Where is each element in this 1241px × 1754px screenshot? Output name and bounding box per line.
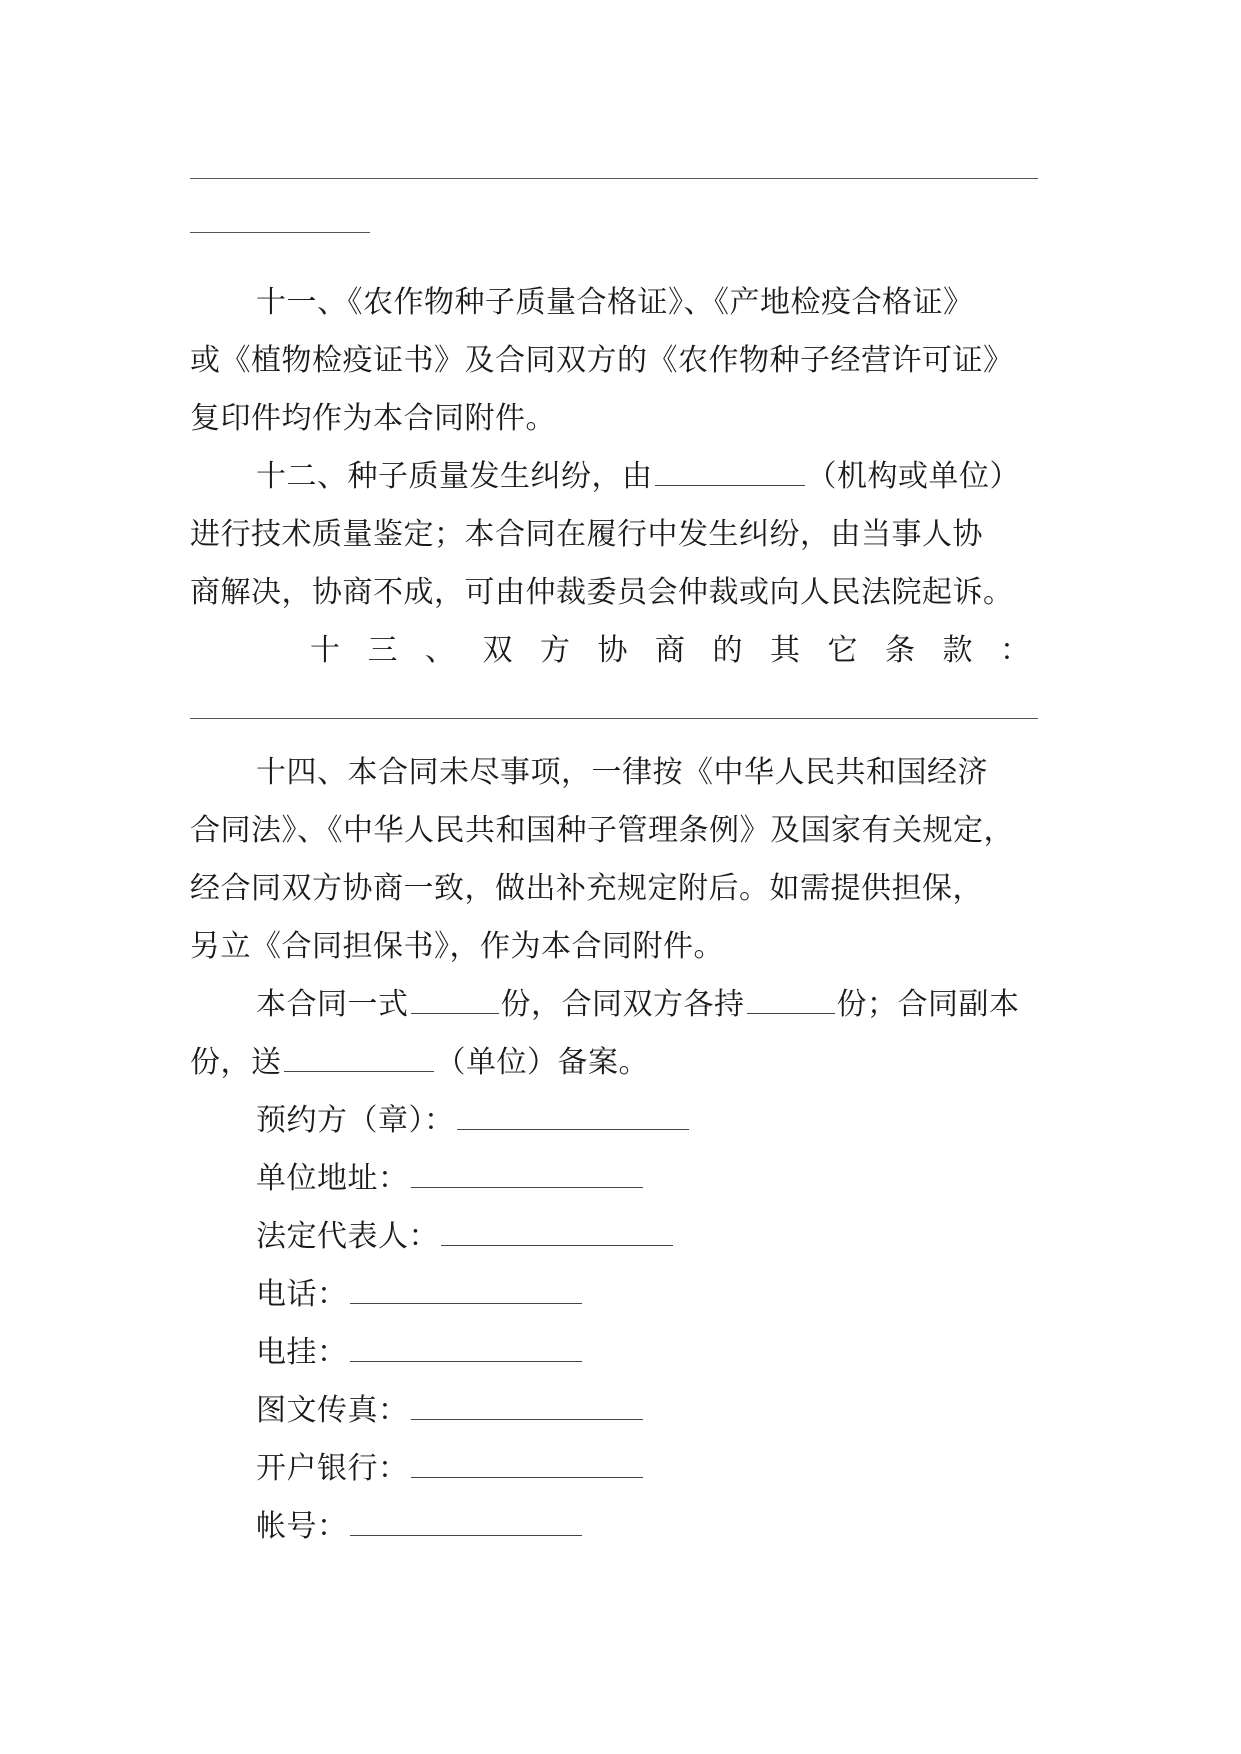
phone-label: 电话：: [256, 1277, 348, 1312]
account-field[interactable]: [350, 1505, 582, 1536]
copies-text-a: 本合同一式: [256, 987, 409, 1022]
clause-14-line-1: 十四、本合同未尽事项，一律按《中华人民共和国经济: [256, 755, 988, 790]
clause-13-fill-line[interactable]: [190, 718, 1038, 719]
clause-13-char: 商: [655, 633, 685, 668]
fax-label: 图文传真：: [256, 1393, 409, 1428]
clause-13-char: 它: [827, 633, 858, 668]
clause-13-char: 协: [597, 633, 628, 668]
copies-line-2: [190, 1034, 649, 1092]
clause-13-char: 十: [310, 633, 340, 668]
telegraph-field[interactable]: [350, 1331, 582, 1362]
copies-text-b: 份，合同双方各持: [500, 987, 745, 1022]
copies-text-d: 份，送: [190, 1045, 282, 1080]
address-label: 单位地址：: [256, 1161, 409, 1196]
clause-12-line-3: 商解决，协商不成，可由仲裁委员会仲裁或向人民法院起诉。: [190, 575, 1014, 610]
legal-rep-label: 法定代表人：: [256, 1219, 439, 1254]
clause-13-char: 、: [425, 633, 455, 668]
clause-13-char: 的: [712, 633, 743, 668]
phone-row: [256, 1266, 584, 1324]
clause-13-heading: [310, 622, 1030, 680]
clause-13-char: 条: [885, 633, 915, 668]
bank-label: 开户银行：: [256, 1451, 409, 1486]
party-seal-label: 预约方（章）：: [256, 1103, 455, 1138]
clause-12-line-1: [256, 448, 1020, 506]
clause-11-line-1: 十一、《农作物种子质量合格证》、《产地检疫合格证》: [256, 285, 974, 320]
total-copies-blank[interactable]: [411, 983, 499, 1014]
clause-13-char: 方: [540, 633, 570, 668]
fax-row: [256, 1382, 645, 1440]
clause-12-text-a: 十二、种子质量发生纠纷，由: [256, 459, 653, 494]
clause-13-char: 三: [367, 633, 398, 668]
copies-each-blank[interactable]: [747, 983, 835, 1014]
clause-11-line-2: 或《植物检疫证书》及合同双方的《农作物种子经营许可证》: [190, 343, 1014, 378]
clause-13-char: 款: [942, 633, 973, 668]
legal-rep-field[interactable]: [441, 1215, 673, 1246]
fill-line-top-short: [190, 232, 370, 233]
bank-row: [256, 1440, 645, 1498]
copies-text-c: 份；合同副本: [836, 987, 1020, 1022]
phone-field[interactable]: [350, 1273, 582, 1304]
clause-14-line-4: 另立《合同担保书》，作为本合同附件。: [190, 929, 724, 964]
copies-line-1: [256, 976, 1020, 1034]
copies-text-e: （单位）备案。: [435, 1045, 649, 1080]
legal-rep-row: [256, 1208, 675, 1266]
fill-line-top: [190, 178, 1038, 179]
appraisal-institution-blank[interactable]: [655, 455, 805, 486]
clause-12-line-2: 进行技术质量鉴定；本合同在履行中发生纠纷，由当事人协: [190, 517, 983, 552]
fax-field[interactable]: [411, 1389, 643, 1420]
clause-12-text-b: （机构或单位）: [806, 459, 1020, 494]
clause-14-line-2: 合同法》、《中华人民共和国种子管理条例》及国家有关规定，: [190, 813, 1014, 848]
address-row: [256, 1150, 645, 1208]
bank-field[interactable]: [411, 1447, 643, 1478]
account-label: 帐号：: [256, 1509, 348, 1544]
clause-14-line-3: 经合同双方协商一致，做出补充规定附后。如需提供担保，: [190, 871, 983, 906]
filing-unit-blank[interactable]: [284, 1041, 434, 1072]
clause-13-char: ：: [1000, 633, 1030, 668]
clause-13-char: 双: [482, 633, 513, 668]
telegraph-row: [256, 1324, 584, 1382]
account-row: [256, 1498, 584, 1556]
clause-13-char: 其: [770, 633, 800, 668]
party-seal-field[interactable]: [457, 1099, 689, 1130]
address-field[interactable]: [411, 1157, 643, 1188]
telegraph-label: 电挂：: [256, 1335, 348, 1370]
clause-11-line-3: 复印件均作为本合同附件。: [190, 401, 556, 436]
party-seal-row: [256, 1092, 691, 1150]
